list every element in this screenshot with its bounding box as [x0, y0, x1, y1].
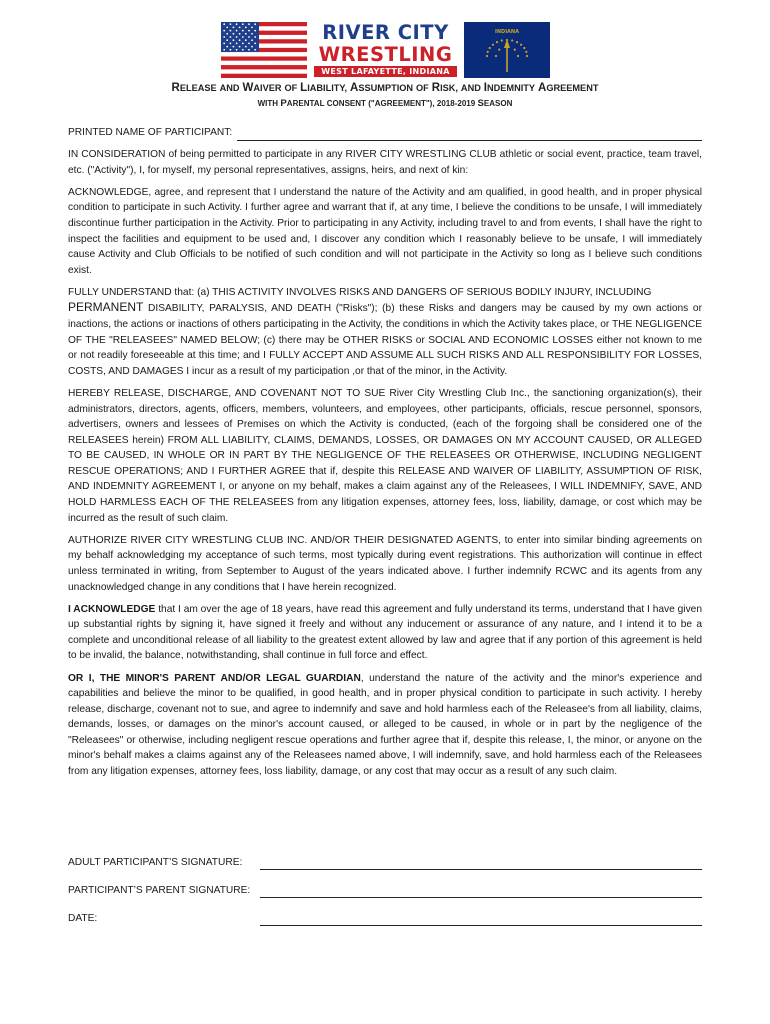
- agreement-subtitle: [0, 98, 770, 109]
- consideration-paragraph: IN CONSIDERATION of being permitted to participate in any RIVER CITY WRESTLING CLUB athletic or social event, practice, team travel, etc. ("Activity"), I, for myself, my personal representatives, assigns, heirs, and next of kin:: [68, 149, 702, 176]
- agreement-title: [0, 82, 770, 94]
- date-label: DATE:: [68, 913, 98, 924]
- fully-understand-text-a: FULLY UNDERSTAND that: (a) THIS ACTIVITY INVOLVES RISKS AND DANGERS OF SERIOUS BODILY INJURY, INCLUDING: [68, 286, 652, 298]
- adult-acknowledge-paragraph: [68, 602, 702, 664]
- indiana-flag-icon: [464, 22, 550, 78]
- adult-acknowledge-lead: I ACKNOWLEDGE: [68, 603, 156, 615]
- permanent-word: PERMANENT: [68, 300, 144, 315]
- guardian-paragraph: [68, 671, 702, 780]
- parent-signature-field[interactable]: [260, 897, 702, 898]
- us-flag-icon: [221, 22, 307, 78]
- fully-understand-text-b: DISABILITY, PARALYSIS, AND DEATH ("Risks"); (b) these Risks and dangers may be caused by my own actions or inactions, the actions or inactions of others participating in the Activity, the conditions in which the Activity takes place, or THE NEGLIGENCE OF THE "RELEASEES" NAMED BELOW; (c) there may be OTHER RISKS or SOCIAL AND ECONOMIC LOSSES either not known to me or not readily foreseeable at this time; and I FULLY ACCEPT AND ASSUME ALL SUCH RISKS AND ALL RESPONSIBILITY FOR LOSSES, COSTS, AND DAMAGES I incur as a result of my participation ,or that of the minor, in the Activity.: [68, 303, 702, 377]
- club-logo: [221, 22, 550, 78]
- guardian-lead: OR I, THE MINOR'S PARENT AND/OR LEGAL GUARDIAN: [68, 672, 361, 684]
- printed-name-label: PRINTED NAME OF PARTICIPANT:: [68, 127, 233, 138]
- printed-name-field[interactable]: [237, 129, 702, 141]
- club-wordmark: [309, 22, 462, 78]
- date-row: [68, 913, 702, 927]
- wordmark-line-2: WRESTLING: [318, 43, 453, 66]
- authorize-paragraph: AUTHORIZE RIVER CITY WRESTLING CLUB INC. AND/OR THEIR DESIGNATED AGENTS, to enter into similar binding agreements on my behalf acknowledging my acceptance of such terms, most typically during event registrations. This authorization will continue in effect unless terminated in writing, from September to August of the years indicated above. I further indemnify RCWC and its agents from any unacknowledged change in any conditions that I have herein recognized.: [68, 534, 702, 593]
- hereby-release-paragraph: HEREBY RELEASE, DISCHARGE, AND COVENANT NOT TO SUE River City Wrestling Club Inc., the sanctioning organization(s), their administrators, directors, agents, officers, members, volunteers, and employees, other participants, officials, rescue personnel, sponsors, advertisers, owners and lessees of Premises on which the Activity is conducted, (each of the forgoing shall be considered one of the RELEASEES herein) FROM ALL LIABILITY, CLAIMS, DEMANDS, LOSSES, OR DAMAGES ON MY ACCOUNT CAUSED, OR ALLEGED TO BE CAUSED, IN WHOLE OR IN PART BY THE NEGLIGENCE OF THE RELEASEES OR OTHERWISE, INCLUDING NEGLIGENT RESCUE OPERATIONS; AND I FURTHER AGREE that if, despite this RELEASE AND WAIVER OF LIABILITY, ASSUMPTION OF RISK, AND INDEMNITY AGREEMENT I, or anyone on my behalf, makes a claim against any of the Releasees, I WILL INDEMNIFY, SAVE, AND HOLD HARMLESS EACH OF THE RELEASEES from any litigation expenses, attorney fees, loss, liability, damage, or cost which may be incurred as the result of such claim.: [68, 387, 702, 524]
- adult-acknowledge-text: that I am over the age of 18 years, have read this agreement and fully understand its terms, understand that I have given up substantial rights by signing it, have signed it freely and without any inducement or assurance of any nature, and I intend it to be a complete and unconditional release of all liability to the greatest extent allowed by law and agree that if any portion of this agreement is held to be invalid, the balance, notwithstanding, shall continue in full force and effect.: [68, 603, 702, 662]
- indiana-flag-label: INDIANA: [495, 29, 519, 35]
- adult-signature-label: ADULT PARTICIPANT’S SIGNATURE:: [68, 857, 243, 868]
- agreement-subtitle-text: WITH PARENTAL CONSENT ("AGREEMENT"), 2018-2019 SEASON: [257, 98, 513, 109]
- date-field[interactable]: [260, 925, 702, 926]
- agreement-body: [68, 125, 702, 786]
- wordmark-line-1: RIVER CITY: [322, 21, 449, 44]
- fully-understand-paragraph: [68, 285, 702, 380]
- parent-signature-label: PARTICIPANT’S PARENT SIGNATURE:: [68, 885, 251, 896]
- wordmark-location: WEST LAFAYETTE, INDIANA: [314, 66, 457, 77]
- parent-signature-row: [68, 885, 702, 899]
- adult-signature-row: [68, 857, 702, 871]
- agreement-title-text: RELEASE AND WAIVER OF LIABILITY, ASSUMPTION OF RISK, AND INDEMNITY AGREEMENT: [171, 82, 599, 94]
- printed-name-row: [68, 125, 702, 141]
- guardian-text: , understand the nature of the activity and the minor's experience and capabilities and believe the minor to be qualified, in good health, and in proper physical condition to participate in such activity. I hereby release, discharge, covenant not to sue, and agree to indemnify and save and hold harmless each of the Releasee's from all liability, claims, demands, losses, or damages on the minor's account caused, or alleged to be caused, in whole or in part by the negligence of the "Releasees" or otherwise, including negligent rescue operations and further agree that if, despite this release, I, the minor, or anyone on the minor's behalf makes a claims against any of the Releasees named above, I will indemnify, save, and hold harmless each of the Releasees from any litigation expenses, attorney fees, loss liability, damage, or any cost that may occur as a result of any such claim.: [68, 672, 702, 778]
- acknowledge-paragraph: ACKNOWLEDGE, agree, and represent that I understand the nature of the Activity and am qualified, in good health, and in proper physical condition to participate in such Activity. I further agree and warrant that if, at any time, I believe the conditions to be unsafe, I will immediately discontinue further participation in the Activity. Prior to participating in any Activity, including travel to and from events, I shall have the right to inspect the facilities and equipment to be used and, I discover any condition which I reasonably believe to be unsafe, I will immediately cause Activity and Club Officials to be notified of such condition and will not participate in the Activity so long as I believe such conditions exist.: [68, 186, 702, 276]
- adult-signature-field[interactable]: [260, 869, 702, 870]
